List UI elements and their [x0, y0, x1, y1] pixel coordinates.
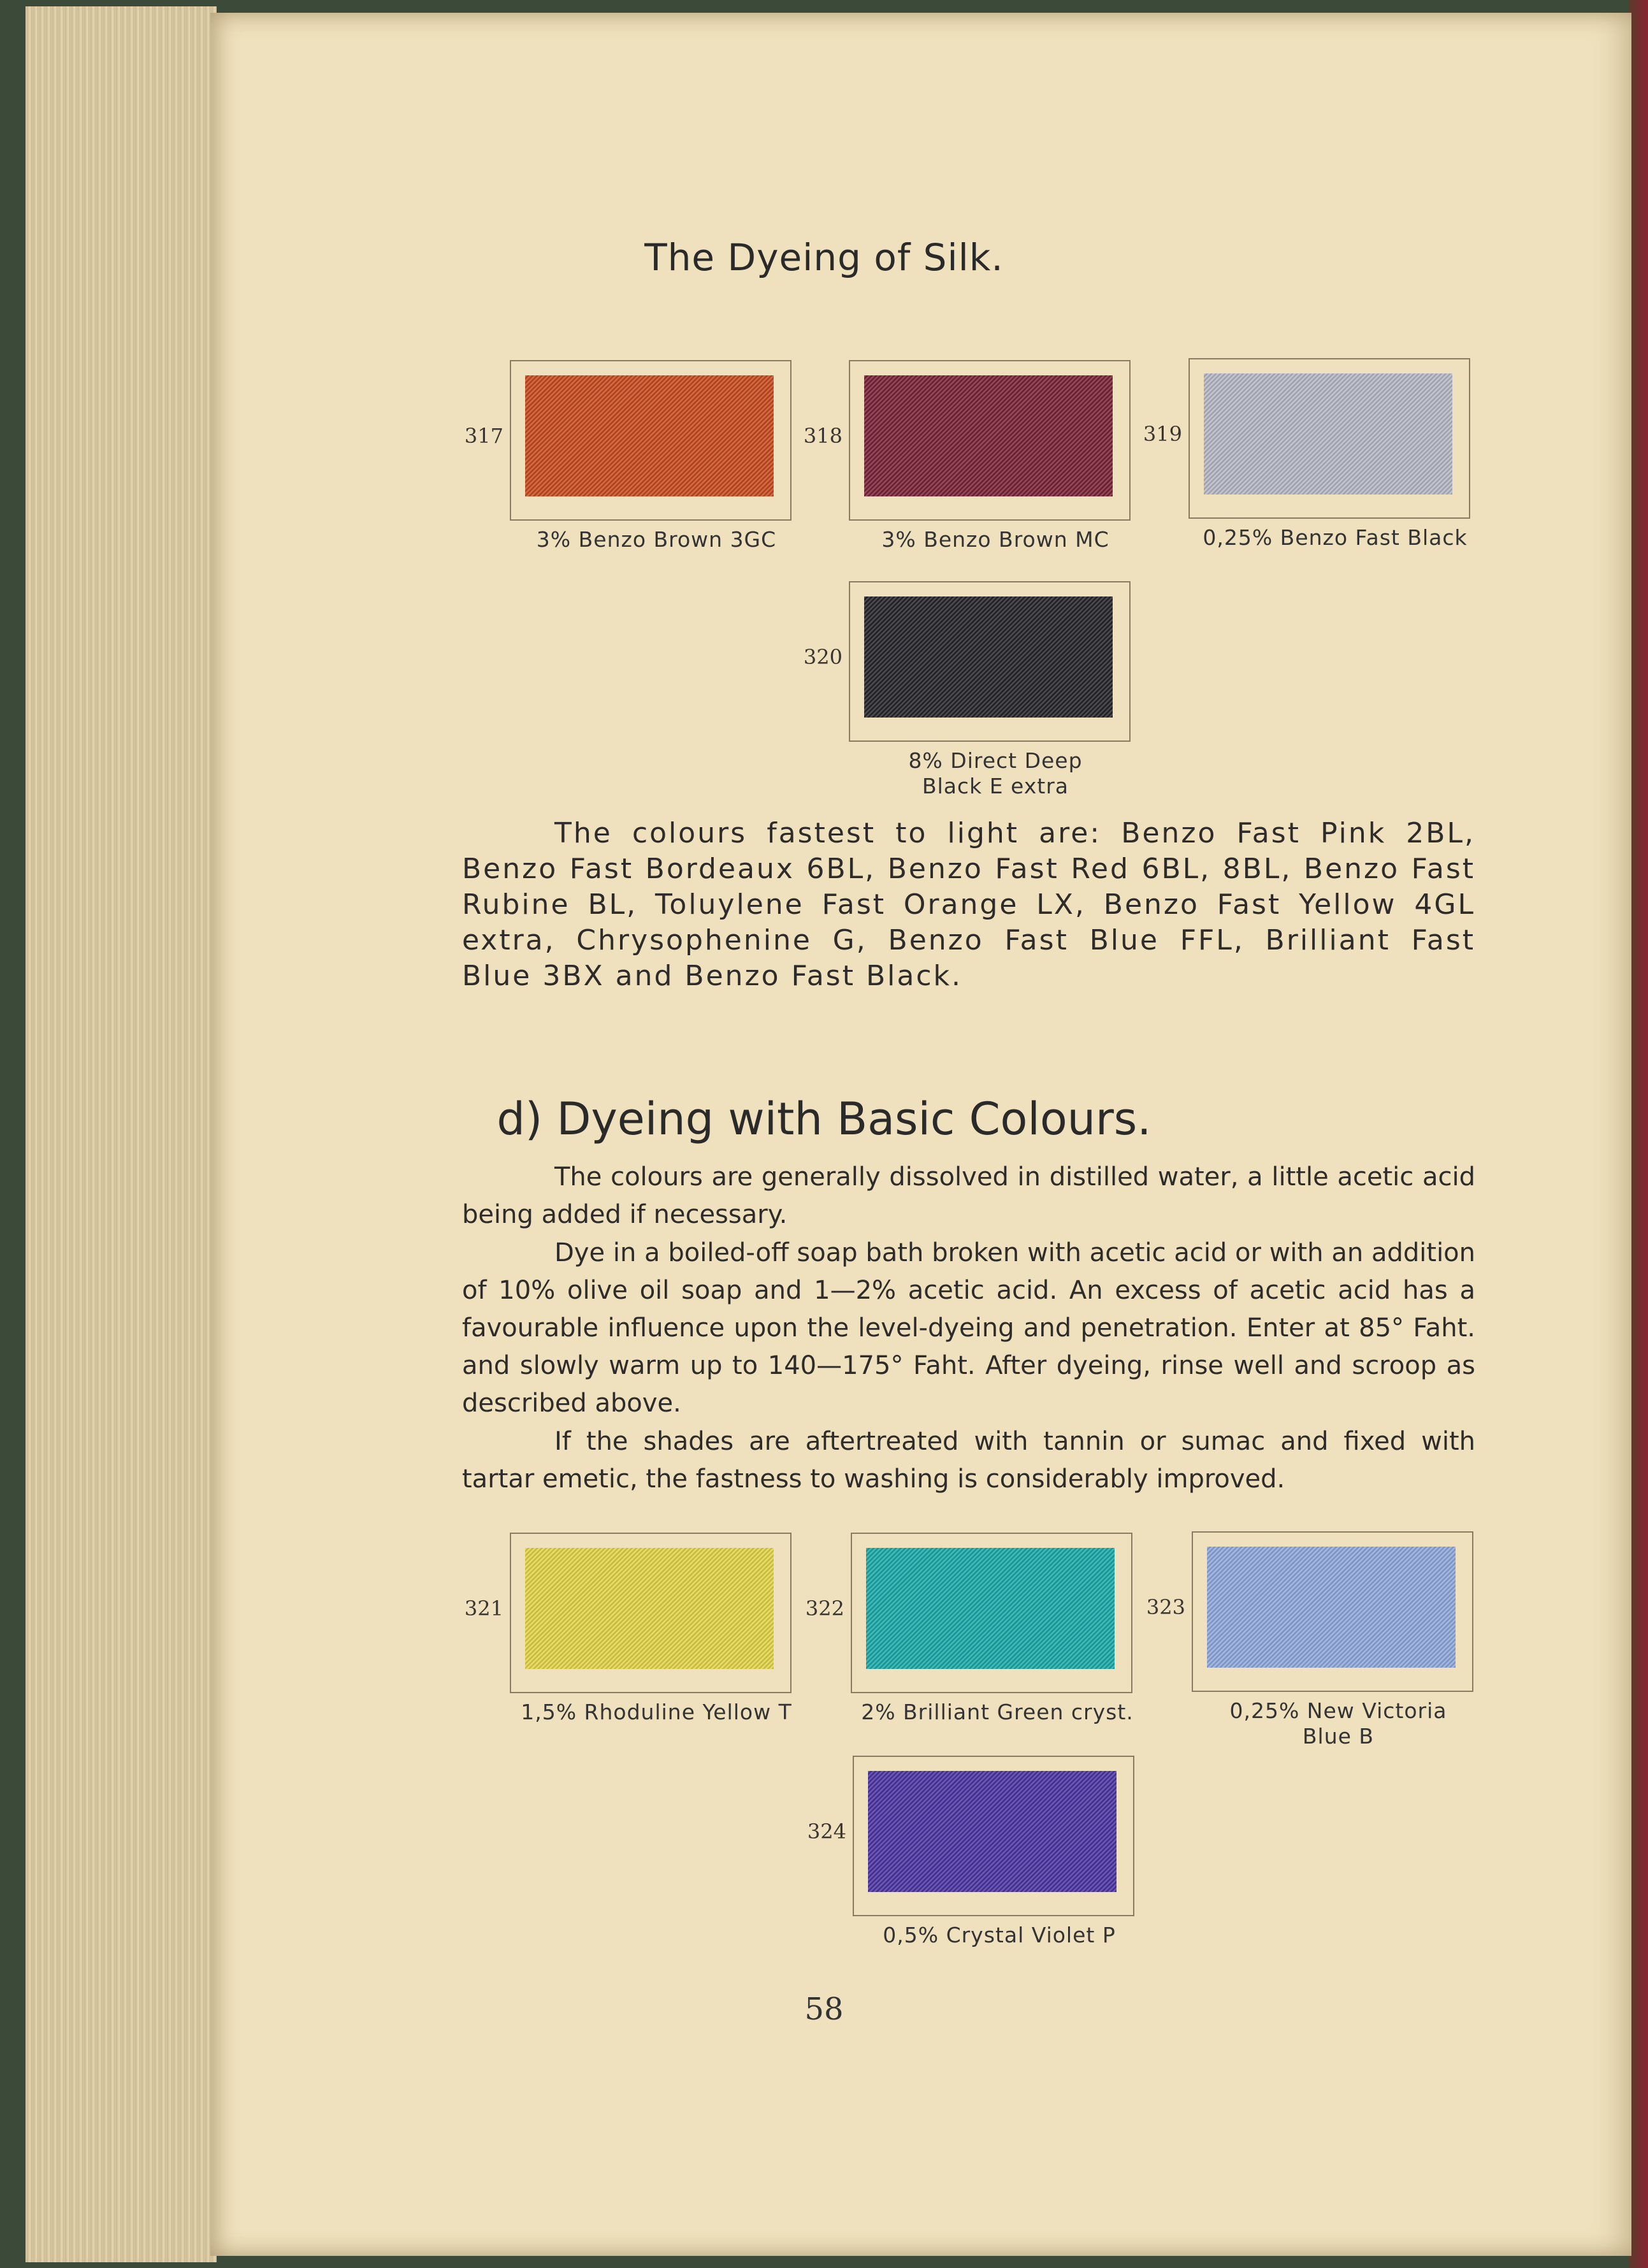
fastest-colours-paragraph: The colours fastest to light are: Benzo Fast Pink 2BL, Benzo Fast Bordeaux 6BL, Benzo Fast Red 6BL, 8BL, Benzo Fast Rubine BL, Toluylene Fast Orange LX, Benzo Fast Yellow 4GL extra, Chrysophenine G, Benzo Fast Blue FFL, Brilliant Fast Blue 3BX and Benzo Fast Black.: [462, 817, 1475, 992]
sample-320: [803, 581, 1129, 798]
sample-label: 8% Direct Deep Black E extra: [908, 748, 1083, 798]
sample-label: 3% Benzo Brown 3GC: [536, 527, 777, 552]
sample-number: 323: [1146, 1595, 1185, 1619]
fabric-swatch: [864, 596, 1113, 718]
sample-number: 318: [803, 424, 842, 448]
page-title: The Dyeing of Silk.: [644, 236, 1004, 279]
sample-318: [803, 360, 1129, 552]
fabric-swatch: [866, 1548, 1115, 1669]
sample-321: [464, 1533, 792, 1724]
sample-number: 317: [464, 424, 503, 448]
fabric-swatch: [525, 375, 774, 496]
sample-324: [807, 1756, 1133, 1947]
sample-label: 0,25% Benzo Fast Black: [1203, 525, 1468, 550]
section-title: d) Dyeing with Basic Colours.: [496, 1093, 1152, 1145]
sample-label: 0,5% Crystal Violet P: [883, 1923, 1116, 1947]
sample-label: 2% Brilliant Green cryst.: [861, 1700, 1134, 1724]
page-number: 58: [804, 1991, 844, 2027]
sample-number: 320: [803, 645, 842, 669]
sample-319: [1143, 358, 1469, 550]
sample-number: 322: [805, 1596, 844, 1621]
sample-label: 3% Benzo Brown MC: [881, 527, 1110, 552]
fabric-swatch: [525, 1548, 774, 1669]
paragraph: The colours are generally dissolved in distilled water, a little acetic acid being added if necessary.: [462, 1162, 1475, 1229]
paragraph: Dye in a boiled-off soap bath broken with acetic acid or with an addition of 10% olive oil soap and 1—2% acetic acid. An excess of acetic acid has a favourable influence upon the level-dyeing and penetration. Enter at 85° Faht. and slowly warm up to 140—175° Faht. After dyeing, rinse well and scroop as described above.: [462, 1238, 1475, 1418]
sample-317: [464, 360, 790, 552]
sample-number: 324: [807, 1819, 846, 1844]
sample-label: 0,25% New Victoria Blue B: [1229, 1698, 1447, 1749]
fabric-swatch: [868, 1771, 1117, 1892]
sample-label: 1,5% Rhoduline Yellow T: [521, 1700, 792, 1724]
fabric-swatch: [864, 375, 1113, 496]
fabric-swatch: [1204, 373, 1452, 495]
sample-number: 321: [464, 1596, 503, 1621]
sample-number: 319: [1143, 422, 1182, 446]
fabric-swatch: [1207, 1547, 1456, 1668]
sample-323: [1146, 1531, 1472, 1749]
paragraph: If the shades are aftertreated with tannin or sumac and fixed with tartar emetic, the fastness to washing is considerably improved.: [462, 1427, 1475, 1494]
sample-322: [805, 1533, 1134, 1724]
